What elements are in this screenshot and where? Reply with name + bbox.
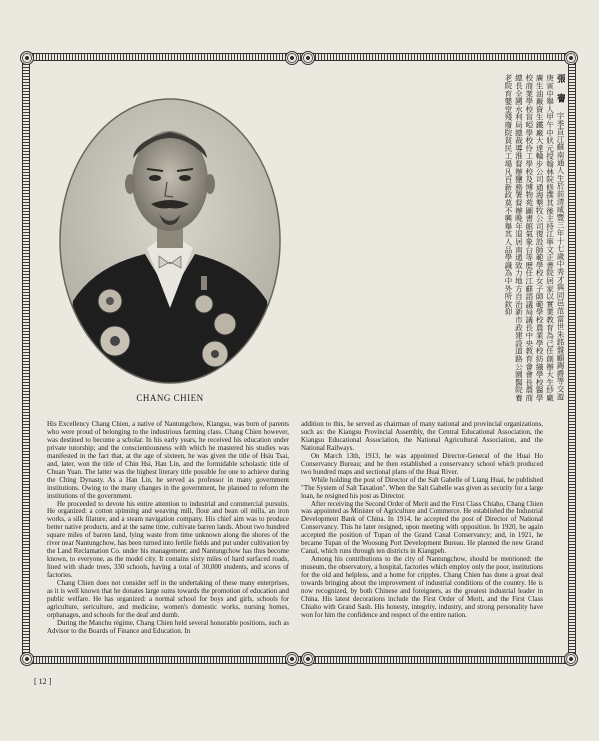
paragraph: Among his contributions to the city of Nantungchow, should be mentioned: the museum, the observatory, a hospital, factories which employ only the poor, institutions for the old and helpless, and a home for cripples. Chang Chien has done a great deal towards bringing about the improvement of industrial conditions of the country. He is now recognized, by both Chinese and foreigners, as the greatest industrial leader in China. His latest decorations include the First Order of Merit, and the First Class Chiaho with Grand Sash. His honesty, integrity, industry, and strong personality have won for him the confidence and respect of the entire nation. xyxy=(301,555,543,619)
border-rosette xyxy=(301,51,315,65)
paragraph: After receiving the Second Order of Merit and the First Class Chiaho, Chang Chien was appointed as Minister of Agriculture and Commerce. He established the Industrial Development Bank of China. In 1914, he accepted the post of Director of National Conservancy. This he later resigned, upon meeting with opposition. In 1920, he again accepted the position of Tupan of the Grand Canal Conservancy; and, in 1921, he became Tupan of the Woosung Port Development Bureau. He planned the new Grand Canal, which runs through ten districts in Kiangpeh. xyxy=(301,499,543,556)
paragraph: On March 13th, 1913, he was appointed Director-General of the Huai Ho Conservancy Bureau; and he then established a conservancy school which produced two hundred maps and sectional plans of the Huai River. xyxy=(301,451,543,476)
corner-rosette xyxy=(20,652,34,666)
corner-rosette xyxy=(20,51,34,65)
page-number: [ 12 ] xyxy=(34,677,52,686)
paragraph: He proceeded to devote his entire attention to industrial and commercial pursuits. He organized: a cotton spinning and weaving mill, flour and bean oil mills, an iron works, a silk filature, and a steam navigation company. His chief aim was to produce better native products, and at the same time, cultivate barren lands. About two hundred square miles of barren land, lying waste from time unknown along the shores of the river near Nantungchow, has been turned into fertile fields and put under cultivation by the Land Reclamation Co. under his management; and Nantungchow has thus become known, to everyone, as the model city. It contains sixty miles of hard surfaced roads, lined with shade trees, 330 schools, having a total of 30,000 students, and scores of factories. xyxy=(47,499,289,580)
border-rosette xyxy=(285,652,299,666)
border-bottom xyxy=(30,656,568,664)
chinese-body-text: 字季直江蘇南通人生於前清咸豐三年十七歲中秀才與同邑范當世朱銘盤顧錫爵等交遊庚寅中舉人甲午中狀元授翰林院修撰其後主持江寧文正書院居家以實業教育為己任創辦大生紗廠廣生油廠資生鐵廠大達輪步公司通海墾牧公司復設師範學校女子師範學校農業學校紡織學校醫學校商業學校盲啞學校伶工學校及博物苑圖書館氣象台等歷任江蘇諮議局議長中央教育會會長農商總長全國水利局總裁導淮督辦鹽務署督辦晚年退居南通致力地方自治新市政建設道路公園醫院養老院育嬰堂殘廢院貧民工場凡百新政莫不興舉其人品學識為中外所欽仰 xyxy=(503,74,565,402)
paragraph: During the Manchu régime, Chang Chien held several honorable positions, such as Advisor to the Boards of Finance and Education. In xyxy=(47,618,289,635)
border-left xyxy=(22,61,30,656)
paragraph: Chang Chien does not consider self in the undertaking of these many enterprises, as it is well known that he donates large sums towards the promotion of education and public welfare. He has organized: a normal school for boys and girls, schools for agriculture, sericulture, and medicine, women's domestic works, nursing homes, orphanages, and schools for the deaf and dumb. xyxy=(47,579,289,619)
border-right xyxy=(568,61,576,656)
chinese-name-title: 張 謇 xyxy=(555,74,565,103)
chinese-biography xyxy=(300,74,565,406)
portrait-photo xyxy=(55,96,285,386)
corner-rosette xyxy=(564,51,578,65)
english-column-right xyxy=(301,421,543,620)
english-column-left xyxy=(47,421,289,636)
border-rosette xyxy=(285,51,299,65)
corner-rosette xyxy=(564,652,578,666)
border-rosette xyxy=(301,652,315,666)
paragraph: addition to this, he served as chairman of many national and provincial organizations, such as: the Kiangsu Provincial Assembly, the Central Educational Association, the Kiangsu Educational Association, the National Agricultural Association, and the National Railways. xyxy=(301,420,543,452)
paragraph: While holding the post of Director of the Salt Gabelle of Liang Huai, he published "The System of Salt Taxation". When the Salt Gabelle was given as security for a large loan, he resigned his post as Director. xyxy=(301,475,543,500)
portrait-caption: CHANG CHIEN xyxy=(136,393,204,403)
border-top xyxy=(30,53,568,61)
paragraph: His Excellency Chang Chien, a native of Nantungchow, Kiangsu, was born of parents who were proud of belonging to the industrious farming class. Chang Chien however, was destined to become a scholar. In his early years, he received his education under private tutorship; and the conscientiousness with which he mastered his studies was manifested in the fact that, at the age of sixteen, he was given the title of Hsiu Tsai, and, later, won the title of Chin Hsi, Han Lin, and the formidable scholastic title of Chuan Yuan. The latter was the highest literary title possible for one to achieve during the Ching Dynasty. As a Han Lin, he served as professor in many government institutions. Owing to the many changes in the government, he planned to reform the institutions of the government. xyxy=(47,420,289,500)
